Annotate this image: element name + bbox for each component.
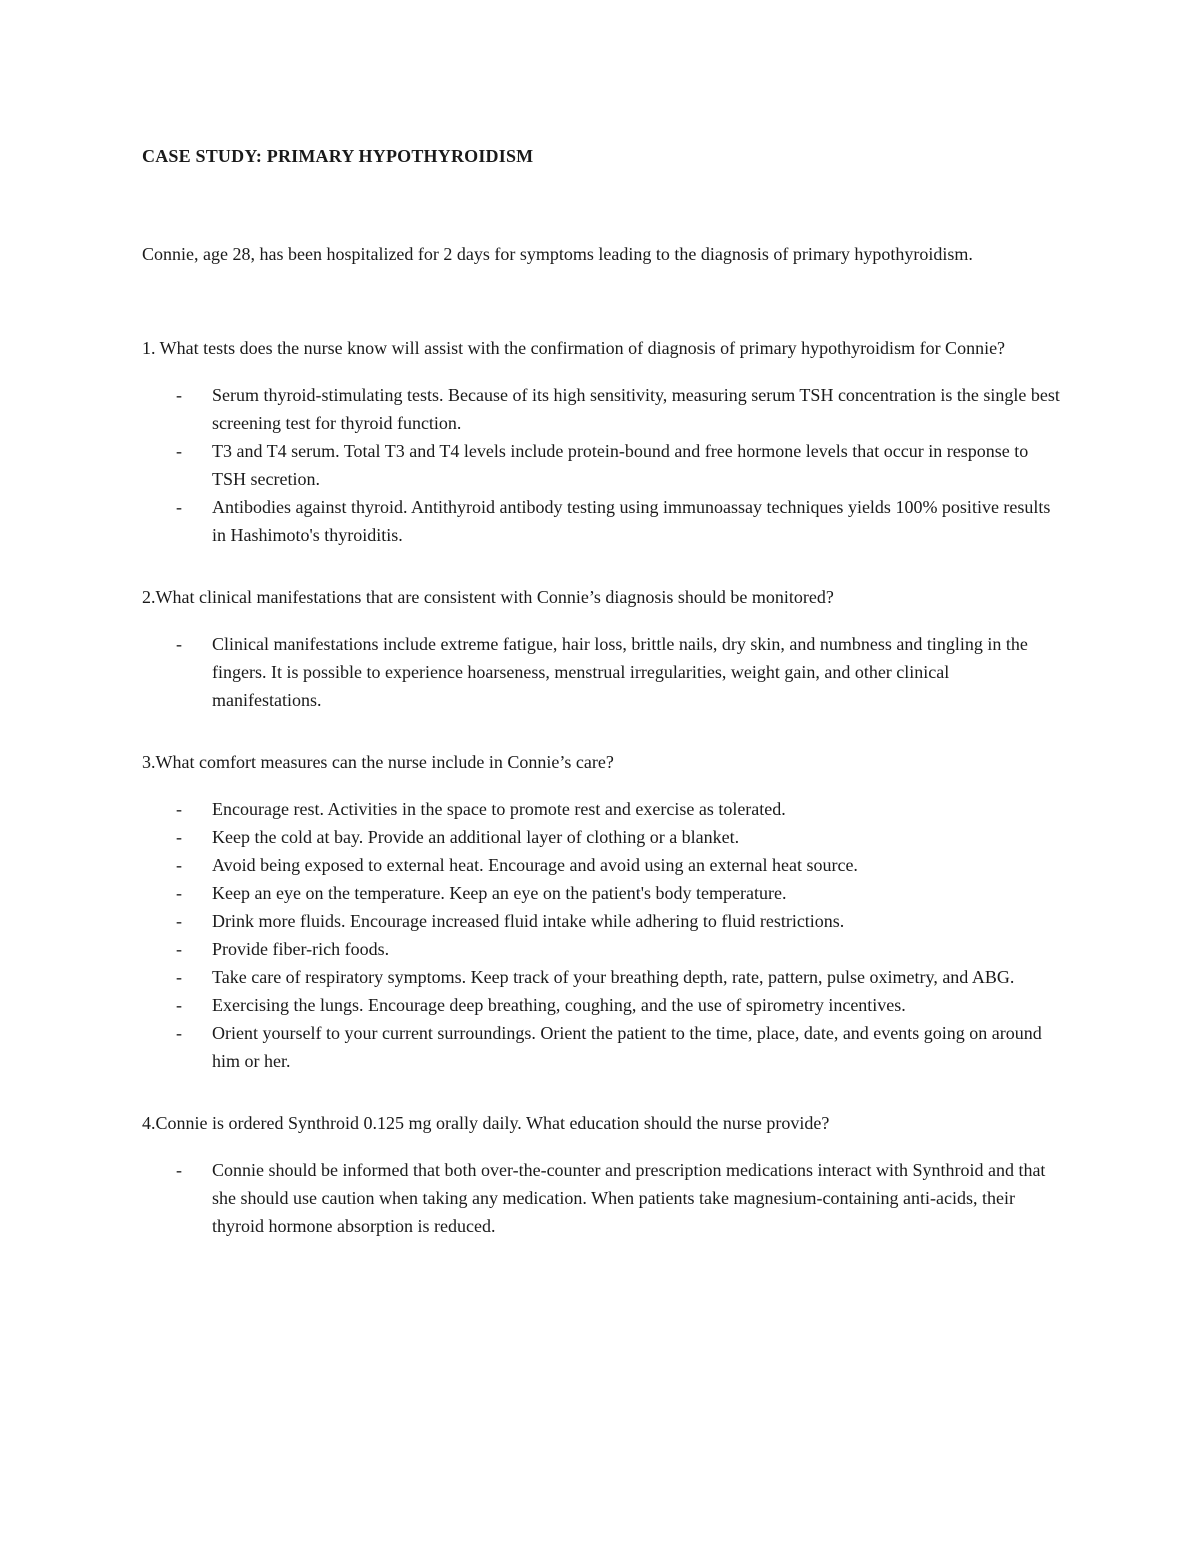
bullet-dash: - (176, 855, 182, 875)
answer-text: Take care of respiratory symptoms. Keep track of your breathing depth, rate, pattern, pulse oximetry, and ABG. (212, 967, 1015, 987)
answer-text: Keep an eye on the temperature. Keep an eye on the patient's body temperature. (212, 883, 787, 903)
answer-text: Exercising the lungs. Encourage deep breathing, coughing, and the use of spirometry incentives. (212, 995, 906, 1015)
bullet-dash: - (176, 939, 182, 959)
answer-text: Connie should be informed that both over-the-counter and prescription medications interact with Synthroid and that she should use caution when taking any medication. When patients take magnesium-containing anti-acids, their thyroid hormone absorption is reduced. (212, 1160, 1046, 1236)
answer-item (142, 991, 1062, 1019)
answer-text: Provide fiber-rich foods. (212, 939, 390, 959)
question-2: 2.What clinical manifestations that are consistent with Connie’s diagnosis should be monitored? (142, 587, 834, 607)
intro-paragraph: Connie, age 28, has been hospitalized for 2 days for symptoms leading to the diagnosis of primary hypothyroidism. (142, 244, 973, 264)
bullet-dash: - (176, 1023, 182, 1043)
bullet-dash: - (176, 995, 182, 1015)
answer-item (142, 795, 1062, 823)
answer-item (142, 823, 1062, 851)
bullet-dash: - (176, 967, 182, 987)
bullet-dash: - (176, 441, 182, 461)
bullet-dash: - (176, 799, 182, 819)
answer-text: Clinical manifestations include extreme fatigue, hair loss, brittle nails, dry skin, and numbness and tingling in the fingers. It is possible to experience hoarseness, menstrual irregularities, weight gain, and other clinical manifestations. (212, 634, 1028, 710)
bullet-dash: - (176, 883, 182, 903)
answer-list-3 (142, 795, 1062, 1075)
answer-item (142, 879, 1062, 907)
bullet-dash: - (176, 1160, 182, 1180)
answer-item (142, 437, 1062, 493)
answer-text: Orient yourself to your current surroundings. Orient the patient to the time, place, date, and events going on around him or her. (212, 1023, 1042, 1071)
answer-item (142, 381, 1062, 437)
bullet-dash: - (176, 911, 182, 931)
document-body (142, 142, 1062, 1240)
answer-text: Avoid being exposed to external heat. Encourage and avoid using an external heat source. (212, 855, 858, 875)
answer-text: Serum thyroid-stimulating tests. Because of its high sensitivity, measuring serum TSH concentration is the single best screening test for thyroid function. (212, 385, 1060, 433)
bullet-dash: - (176, 497, 182, 517)
question-1: 1. What tests does the nurse know will assist with the confirmation of diagnosis of primary hypothyroidism for Connie? (142, 338, 1006, 358)
answer-text: Encourage rest. Activities in the space to promote rest and exercise as tolerated. (212, 799, 786, 819)
bullet-dash: - (176, 634, 182, 654)
answer-item (142, 630, 1062, 714)
answer-list-4 (142, 1156, 1062, 1240)
answer-item (142, 493, 1062, 549)
answer-text: Drink more fluids. Encourage increased fluid intake while adhering to fluid restrictions. (212, 911, 845, 931)
bullet-dash: - (176, 385, 182, 405)
answer-item (142, 851, 1062, 879)
answer-text: Keep the cold at bay. Provide an additional layer of clothing or a blanket. (212, 827, 740, 847)
answer-text: T3 and T4 serum. Total T3 and T4 levels include protein-bound and free hormone levels that occur in response to TSH secretion. (212, 441, 1029, 489)
answer-item (142, 907, 1062, 935)
answer-item (142, 935, 1062, 963)
question-3: 3.What comfort measures can the nurse include in Connie’s care? (142, 752, 614, 772)
answer-text: Antibodies against thyroid. Antithyroid antibody testing using immunoassay techniques yields 100% positive results in Hashimoto's thyroiditis. (212, 497, 1051, 545)
bullet-dash: - (176, 827, 182, 847)
answer-item (142, 1156, 1062, 1240)
document-title: CASE STUDY: PRIMARY HYPOTHYROIDISM (142, 146, 534, 166)
answer-item (142, 963, 1062, 991)
question-4: 4.Connie is ordered Synthroid 0.125 mg orally daily. What education should the nurse provide? (142, 1113, 830, 1133)
answer-item (142, 1019, 1062, 1075)
answer-list-2 (142, 630, 1062, 714)
answer-list-1 (142, 381, 1062, 549)
